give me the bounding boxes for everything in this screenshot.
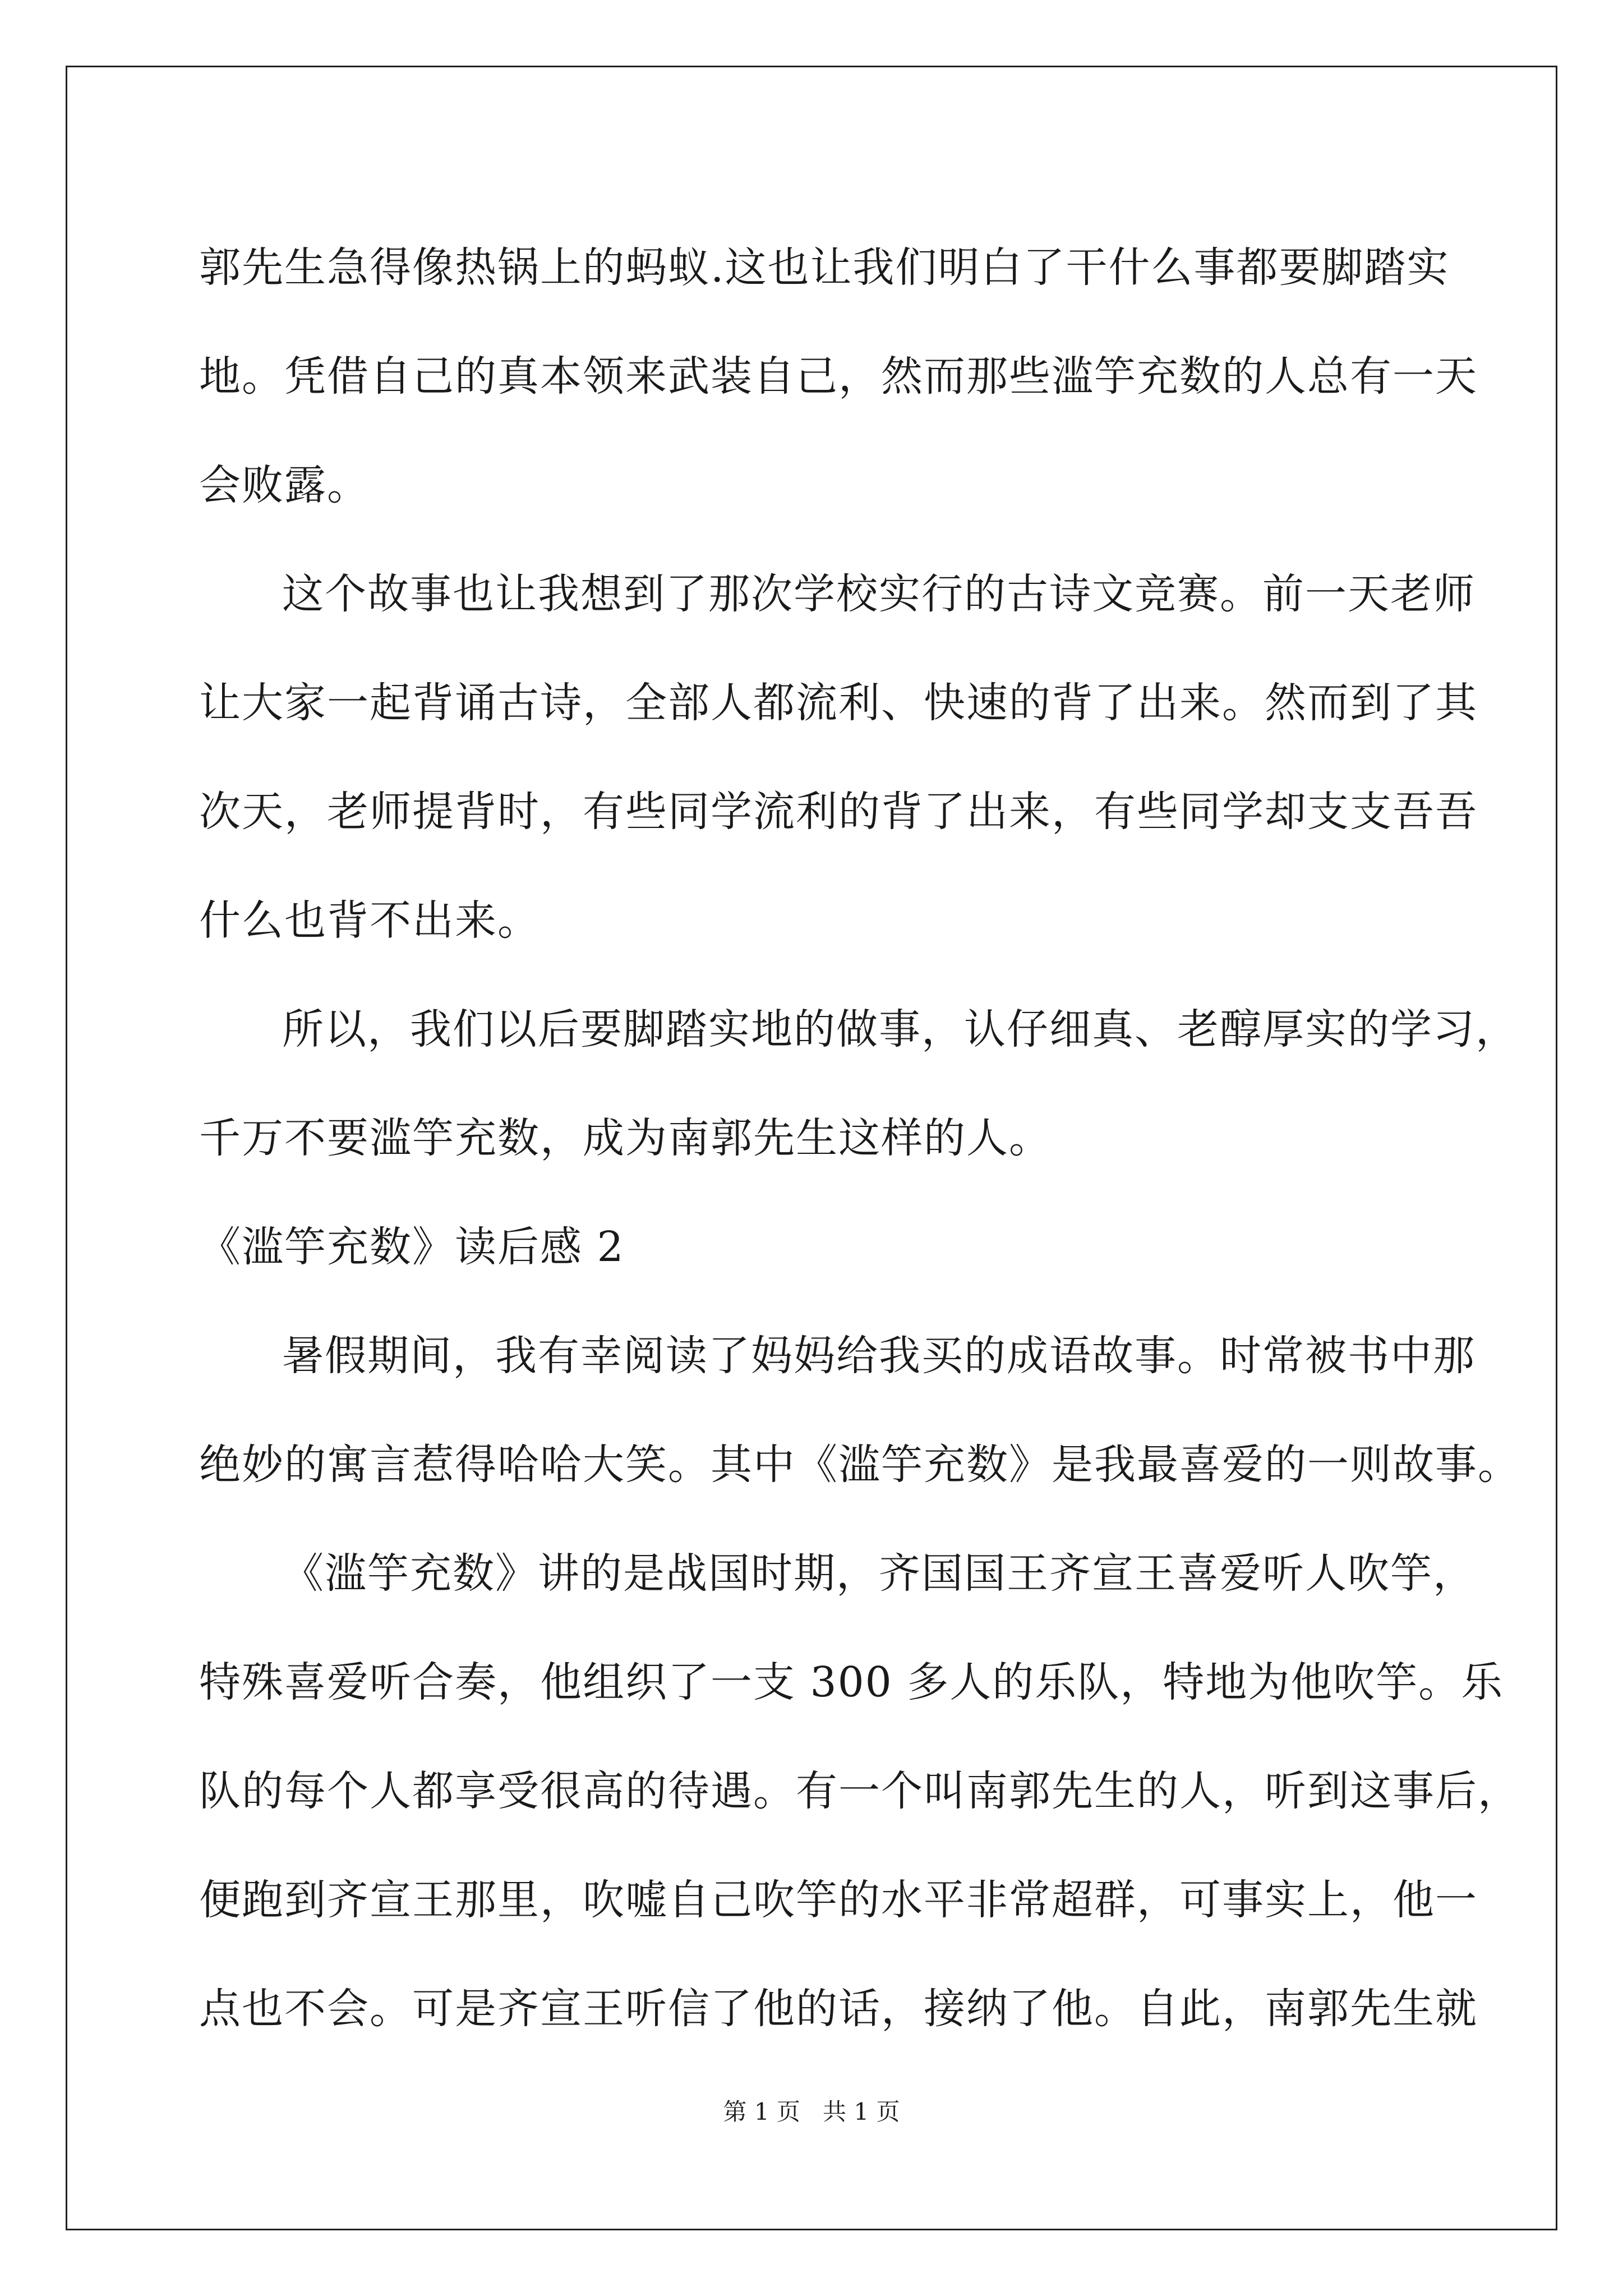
text-line: 千万不要滥竽充数，成为南郭先生这样的人。 — [199, 1114, 1052, 1162]
paragraph-first-line: 所以，我们以后要脚踏实地的做事，认仔细真、老醇厚实的学习， — [282, 1005, 1518, 1053]
paragraph-first-line: 暑假期间，我有幸阅读了妈妈给我买的成语故事。时常被书中那 — [282, 1332, 1476, 1380]
document-body — [199, 213, 1520, 2063]
paragraph-first-line: 这个故事也让我想到了那次学校实行的古诗文竞赛。前一天老师 — [282, 570, 1476, 618]
text-line: 地。凭借自己的真本领来武装自己，然而那些滥竽充数的人总有一天 — [199, 352, 1478, 401]
text-line: 会败露。 — [199, 461, 370, 509]
page-footer: 第 1 页 共 1 页 — [723, 2098, 900, 2125]
text-line: 便跑到齐宣王那里，吹嘘自己吹竽的水平非常超群，可事实上，他一 — [199, 1876, 1478, 1924]
text-line: 点也不会。可是齐宣王听信了他的话，接纳了他。自此，南郭先生就 — [199, 1985, 1478, 2033]
text-line: 次天，老师提背时，有些同学流利的背了出来，有些同学却支支吾吾 — [199, 788, 1478, 836]
text-line: 队的每个人都享受很高的待遇。有一个叫南郭先生的人，听到这事后， — [199, 1767, 1520, 1815]
section-heading: 《滥竽充数》读后感 2 — [199, 1223, 625, 1271]
text-line: 绝妙的寓言惹得哈哈大笑。其中《滥竽充数》是我最喜爱的一则故事。 — [199, 1441, 1520, 1489]
text-line: 郭先生急得像热锅上的蚂蚁.这也让我们明白了干什么事都要脚踏实 — [199, 243, 1450, 292]
text-line: 特殊喜爱听合奏，他组织了一支 300 多人的乐队，特地为他吹竽。乐 — [199, 1658, 1504, 1706]
text-line: 让大家一起背诵古诗，全部人都流利、快速的背了出来。然而到了其 — [199, 679, 1478, 727]
text-line: 什么也背不出来。 — [199, 896, 540, 945]
paragraph-first-line: 《滥竽充数》讲的是战国时期，齐国国王齐宣王喜爱听人吹竽， — [282, 1549, 1476, 1598]
